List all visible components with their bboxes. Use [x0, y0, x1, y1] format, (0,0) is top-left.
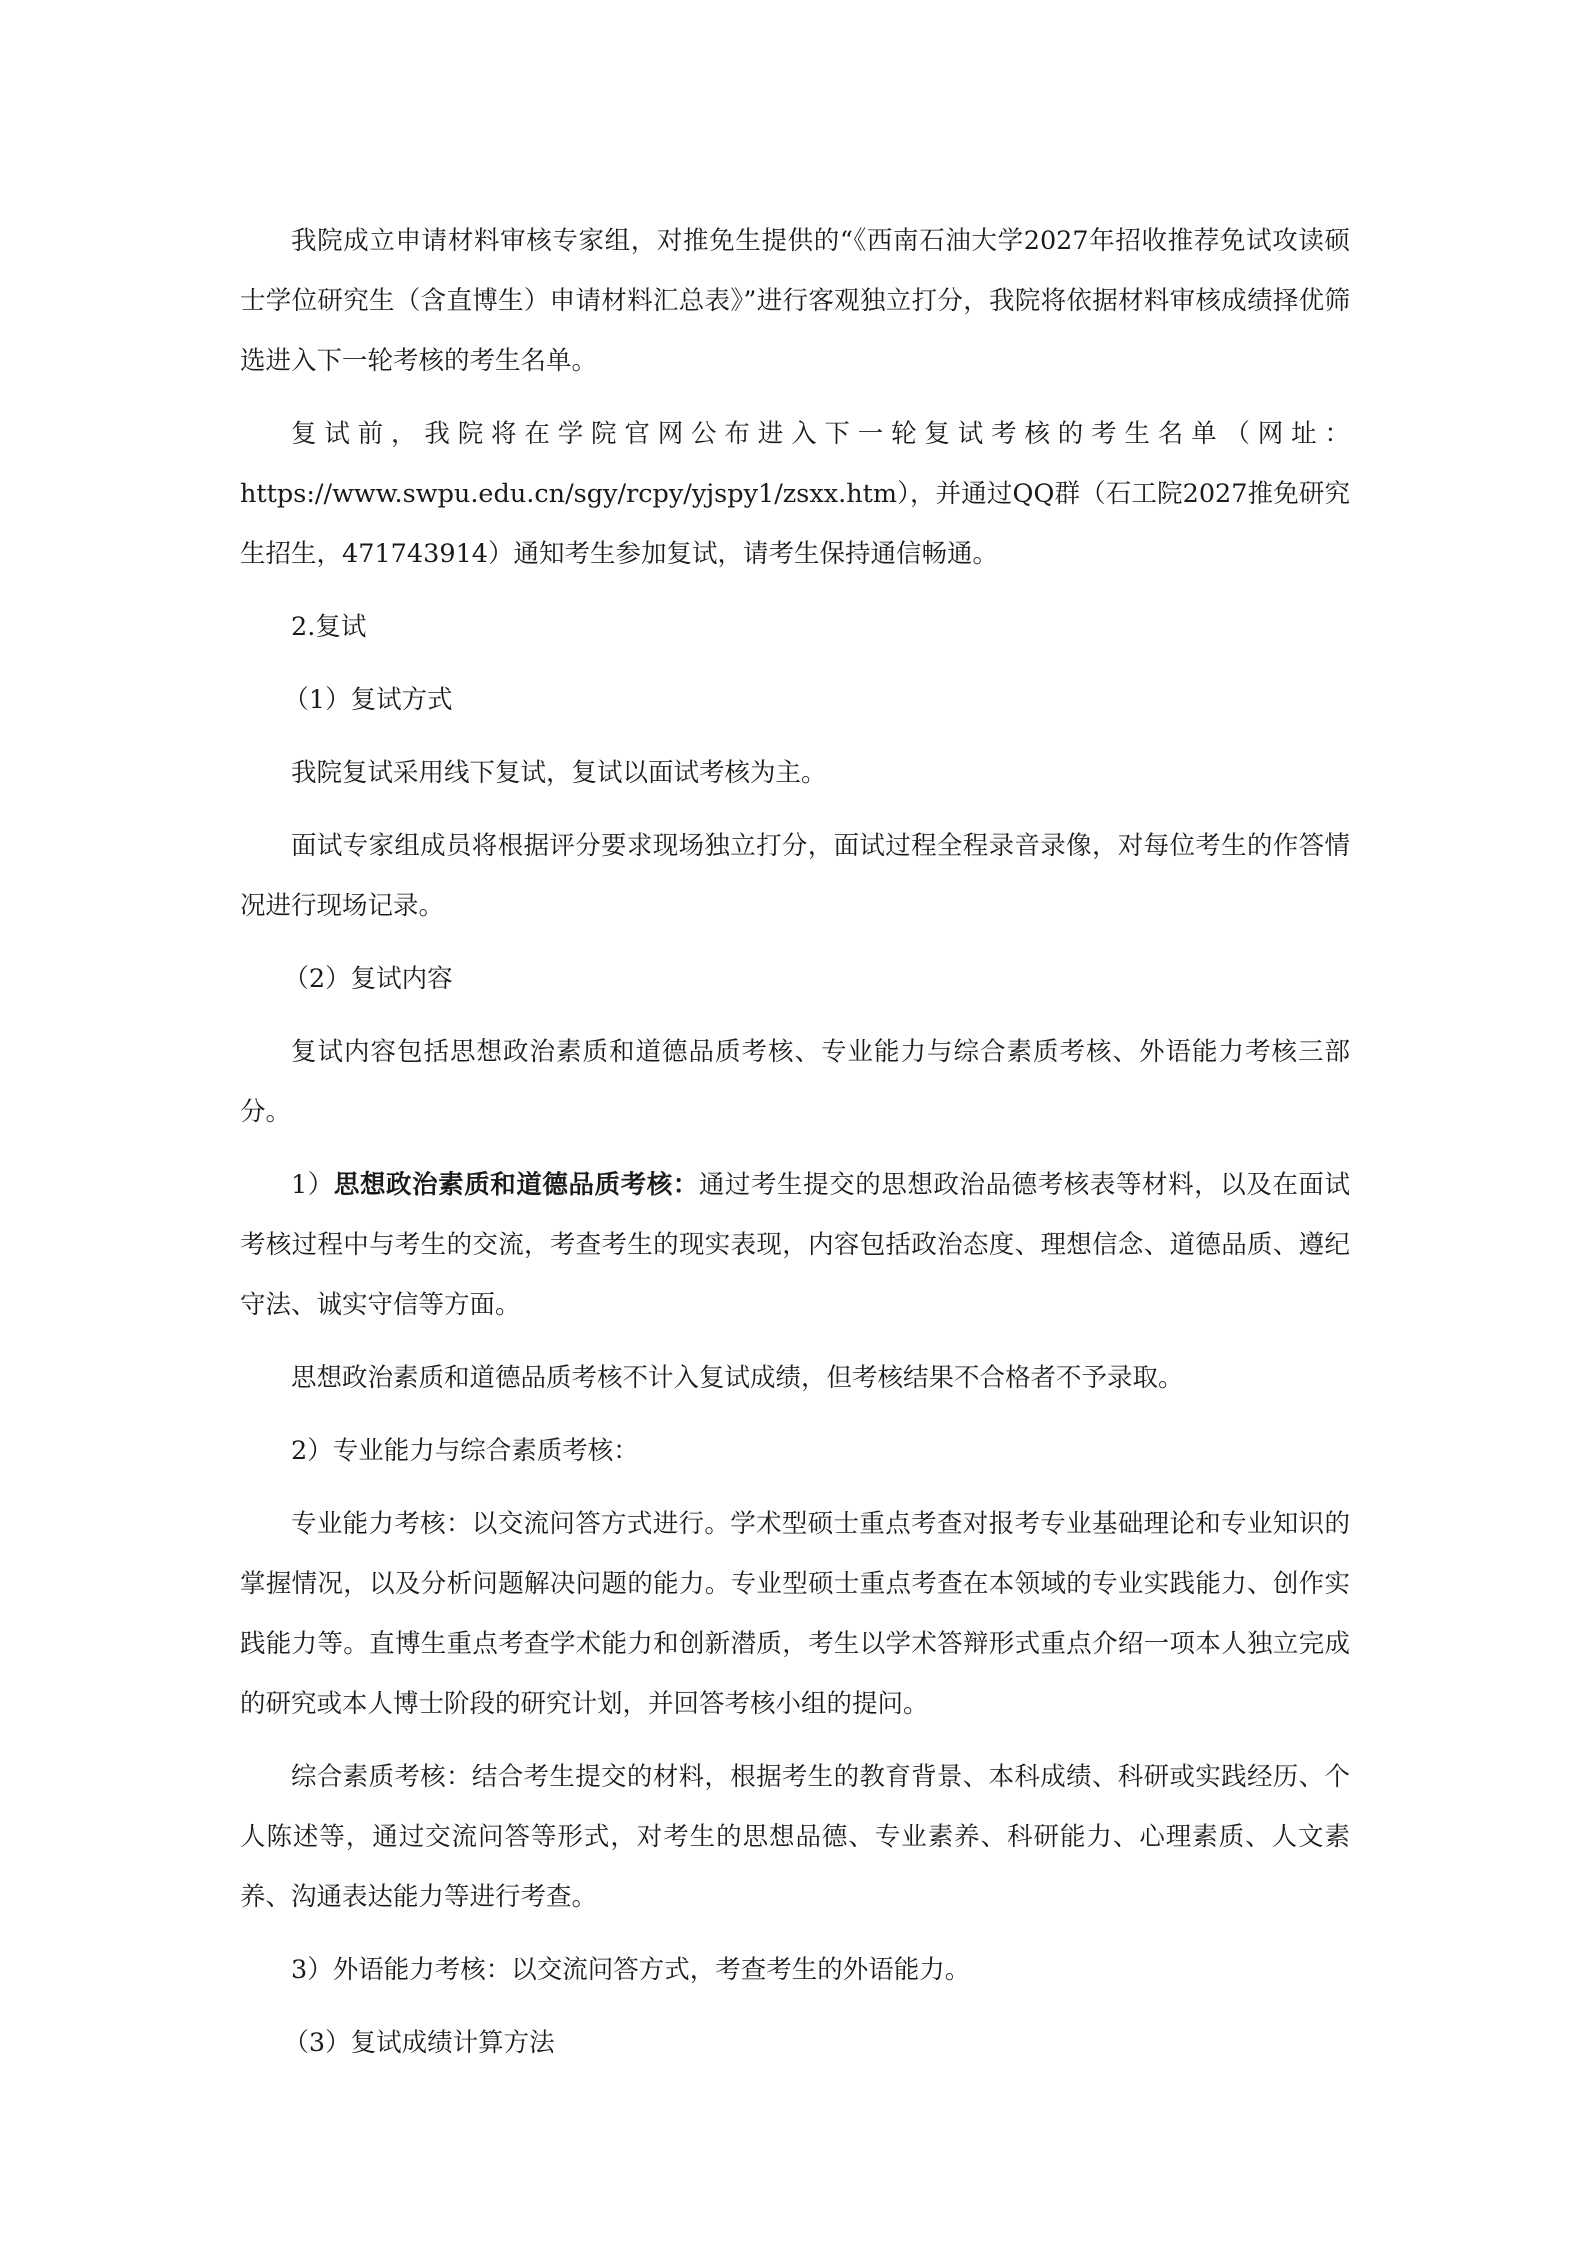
item-number: 1） — [291, 1170, 334, 1200]
paragraph-interview-panel: 面试专家组成员将根据评分要求现场独立打分，面试过程全程录音录像，对每位考生的作答情况进行现场记录。 — [240, 831, 1350, 921]
subsection-heading-method: （1）复试方式 — [283, 685, 453, 715]
document-body — [240, 211, 1350, 2086]
paragraph-material-review: 我院成立申请材料审核专家组，对推免生提供的“《西南石油大学2027年招收推荐免试攻读硕士学位研究生（含直博生）申请材料汇总表》”进行客观独立打分，我院将依据材料审核成绩择优筛选进入下一轮考核的考生名单。 — [240, 226, 1350, 376]
item-description: 通过考生提交的思想政治品德考核表等材料，以及在面试考核过程中与考生的交流，考查考生的现实表现，内容包括政治态度、理想信念、道德品质、遵纪守法、诚实守信等方面。 — [240, 1170, 1350, 1320]
subsection-heading-score-method: （3）复试成绩计算方法 — [283, 2028, 555, 2058]
subsection-heading-content: （2）复试内容 — [283, 964, 453, 994]
bold-item-title: 思想政治素质和道德品质考核： — [333, 1170, 699, 1200]
section-heading-retest: 2.复试 — [291, 612, 367, 642]
paragraph-political-assessment — [240, 1155, 1350, 1335]
paragraph-political-not-scored: 思想政治素质和道德品质考核不计入复试成绩，但考核结果不合格者不予录取。 — [291, 1363, 1184, 1393]
paragraph-offline-retest: 我院复试采用线下复试，复试以面试考核为主。 — [291, 758, 827, 788]
paragraph-professional-heading: 2）专业能力与综合素质考核： — [291, 1436, 639, 1466]
paragraph-retest-notice: 复试前，我院将在学院官网公布进入下一轮复试考核的考生名单（网址：https://www.swpu.edu.cn/sgy/rcpy/yjspy1/zsxx.htm），并通过QQ群（石工院2027推免研究生招生，471743914）通知考生参加复试，请考生保持通信畅通。 — [240, 419, 1350, 569]
paragraph-foreign-language: 3）外语能力考核：以交流问答方式，考查考生的外语能力。 — [291, 1955, 971, 1985]
paragraph-comprehensive-quality: 综合素质考核：结合考生提交的材料，根据考生的教育背景、本科成绩、科研或实践经历、个人陈述等，通过交流问答等形式，对考生的思想品德、专业素养、科研能力、心理素质、人文素养、沟通表达能力等进行考查。 — [240, 1762, 1350, 1912]
paragraph-retest-content: 复试内容包括思想政治素质和道德品质考核、专业能力与综合素质考核、外语能力考核三部分。 — [240, 1037, 1350, 1127]
paragraph-professional-ability: 专业能力考核：以交流问答方式进行。学术型硕士重点考查对报考专业基础理论和专业知识的掌握情况，以及分析问题解决问题的能力。专业型硕士重点考查在本领域的专业实践能力、创作实践能力等。直博生重点考查学术能力和创新潜质，考生以学术答辩形式重点介绍一项本人独立完成的研究或本人博士阶段的研究计划，并回答考核小组的提问。 — [240, 1509, 1350, 1719]
